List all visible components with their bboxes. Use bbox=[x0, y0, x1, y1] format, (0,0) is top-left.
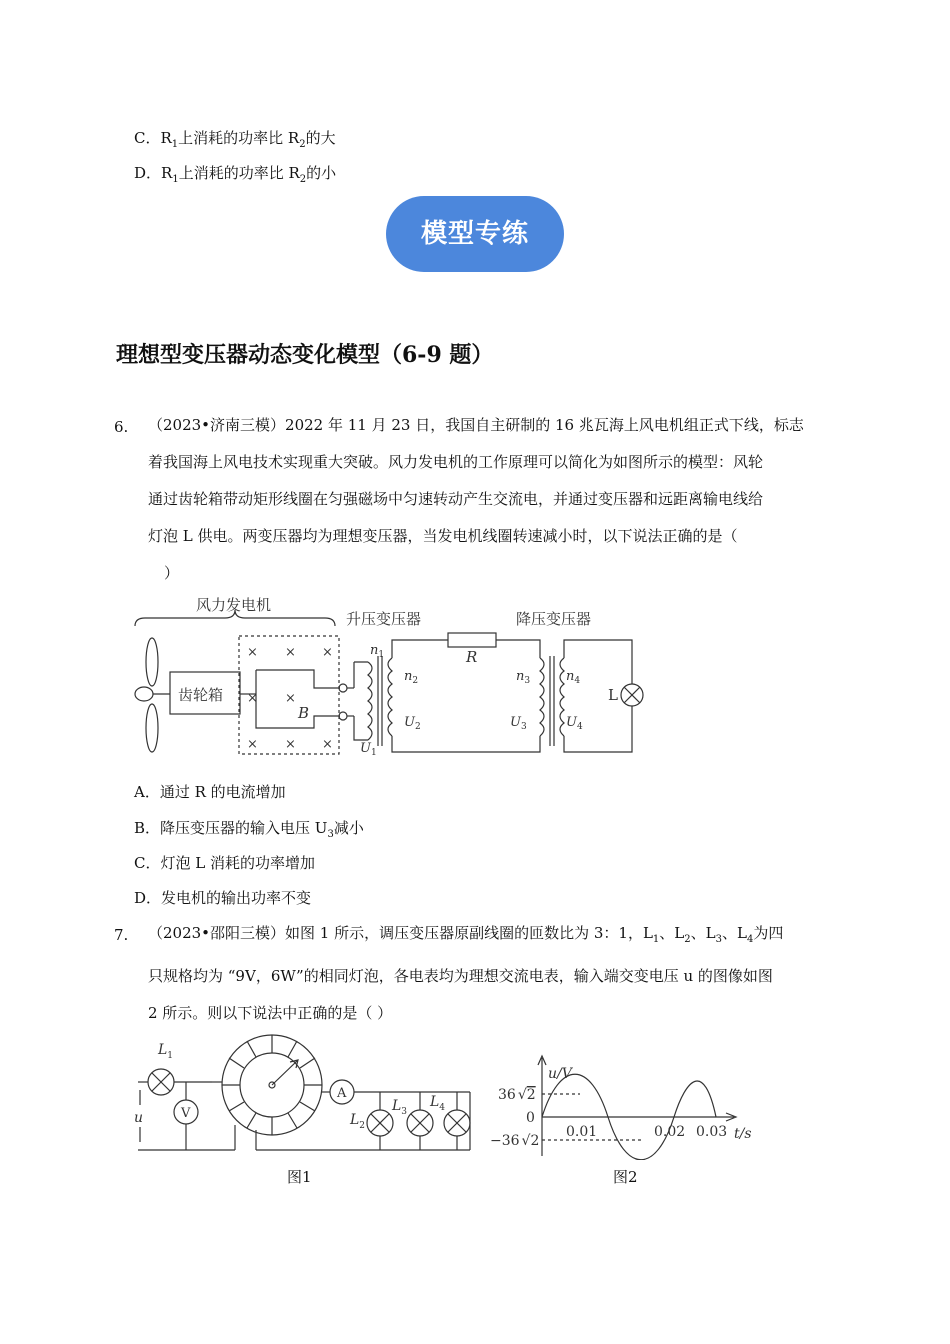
resistor-label: R bbox=[466, 648, 478, 666]
q7-stem bbox=[148, 915, 783, 1032]
cross-mark: × bbox=[322, 737, 333, 752]
u3-label: $U_3$ bbox=[510, 715, 527, 732]
section-title: 理想型变压器动态变化模型（6-9 题） bbox=[116, 342, 494, 368]
q6-line: 通过齿轮箱带动矩形线圈在匀强磁场中匀速转动产生交流电，并通过变压器和远距离输电线给 bbox=[148, 490, 764, 508]
n1-label: $n_1$ bbox=[370, 643, 385, 660]
figure2-caption: 图2 bbox=[613, 1168, 638, 1186]
q6-line: 着我国海上风电技术实现重大突破。风力发电机的工作原理可以简化为如图所示的模型：风轮 bbox=[148, 453, 764, 471]
step-up-label: 升压变压器 bbox=[346, 610, 422, 628]
n3-label: $n_3$ bbox=[516, 669, 531, 686]
lamp-label: L bbox=[608, 686, 618, 704]
option-d-prev: D．$R_1$上消耗的功率比 $R_2$的小 bbox=[134, 164, 337, 185]
cross-mark: × bbox=[285, 645, 296, 660]
figure1-caption: 图1 bbox=[287, 1168, 312, 1186]
u1-label: $U_1$ bbox=[360, 741, 377, 758]
ytick-positive: 36 √2 bbox=[498, 1087, 536, 1103]
q7-line: 2 所示。则以下说法中正确的是（ ） bbox=[148, 1004, 393, 1022]
cross-mark: × bbox=[247, 691, 258, 706]
gearbox-label: 齿轮箱 bbox=[178, 686, 224, 704]
q6-option-c: C．灯泡 L 消耗的功率增加 bbox=[134, 854, 315, 872]
cross-mark: × bbox=[247, 645, 258, 660]
ammeter-label: A bbox=[337, 1086, 347, 1101]
n2-label: $n_2$ bbox=[404, 669, 419, 686]
q7-number: 7. bbox=[114, 926, 129, 944]
wind-generator-label: 风力发电机 bbox=[196, 596, 272, 614]
l2-label: $L_2$ bbox=[350, 1112, 366, 1131]
q6-line: ） bbox=[164, 564, 180, 582]
l3-label: $L_3$ bbox=[392, 1098, 408, 1117]
transformer-lamp-circuit-figure1 bbox=[130, 1030, 480, 1160]
l1-label: $L_1$ bbox=[158, 1042, 174, 1061]
q7-line: 只规格均为 “9V，6W”的相同灯泡，各电表均为理想交流电表，输入端交变电压 u 的图像如图 bbox=[148, 967, 773, 985]
q6-line: 灯泡 L 供电。两变压器均为理想变压器，当发电机线圈转速减小时，以下说法正确的是（ bbox=[148, 527, 738, 545]
q6-option-a: A．通过 R 的电流增加 bbox=[134, 783, 286, 801]
q6-number: 6. bbox=[114, 418, 129, 436]
l4-label: $L_4$ bbox=[430, 1094, 446, 1113]
model-practice-badge: 模型专练 bbox=[386, 196, 564, 272]
cross-mark: × bbox=[247, 737, 258, 752]
x-axis-label: t/s bbox=[734, 1126, 752, 1142]
xtick-label: 0.02 bbox=[654, 1124, 686, 1140]
step-down-label: 降压变压器 bbox=[516, 610, 592, 628]
cross-mark: × bbox=[285, 691, 296, 706]
u-label: u bbox=[134, 1110, 144, 1126]
voltage-sine-graph-figure2 bbox=[490, 1050, 770, 1160]
cross-mark: × bbox=[322, 645, 333, 660]
q6-stem bbox=[148, 407, 804, 592]
u4-label: $U_4$ bbox=[566, 715, 583, 732]
q7-line: （2023•邵阳三模）如图 1 所示，调压变压器原副线圈的匝数比为 3：1，$L_1$、$L_2$、$L_3$、$L_4$为四 bbox=[148, 924, 784, 945]
u2-label: $U_2$ bbox=[404, 715, 421, 732]
q6-option-b: B．降压变压器的输入电压 $U_3$减小 bbox=[134, 819, 364, 840]
xtick-label: 0.01 bbox=[566, 1124, 598, 1140]
ytick-zero: 0 bbox=[526, 1110, 535, 1126]
wind-generator-circuit-diagram bbox=[130, 590, 650, 770]
voltmeter-label: V bbox=[181, 1106, 191, 1121]
cross-mark: × bbox=[285, 737, 296, 752]
q6-option-d: D．发电机的输出功率不变 bbox=[134, 889, 312, 907]
q6-line: （2023•济南三模）2022 年 11 月 23 日，我国自主研制的 16 兆瓦海上风电机组正式下线，标志 bbox=[148, 416, 804, 434]
xtick-label: 0.03 bbox=[696, 1124, 728, 1140]
n4-label: $n_4$ bbox=[566, 669, 581, 686]
field-b-label: B bbox=[298, 704, 310, 722]
y-axis-label: u/V bbox=[548, 1066, 572, 1082]
option-c-prev: C．$R_1$上消耗的功率比 $R_2$的大 bbox=[134, 129, 336, 150]
ytick-negative: −36 √2 bbox=[490, 1133, 540, 1149]
